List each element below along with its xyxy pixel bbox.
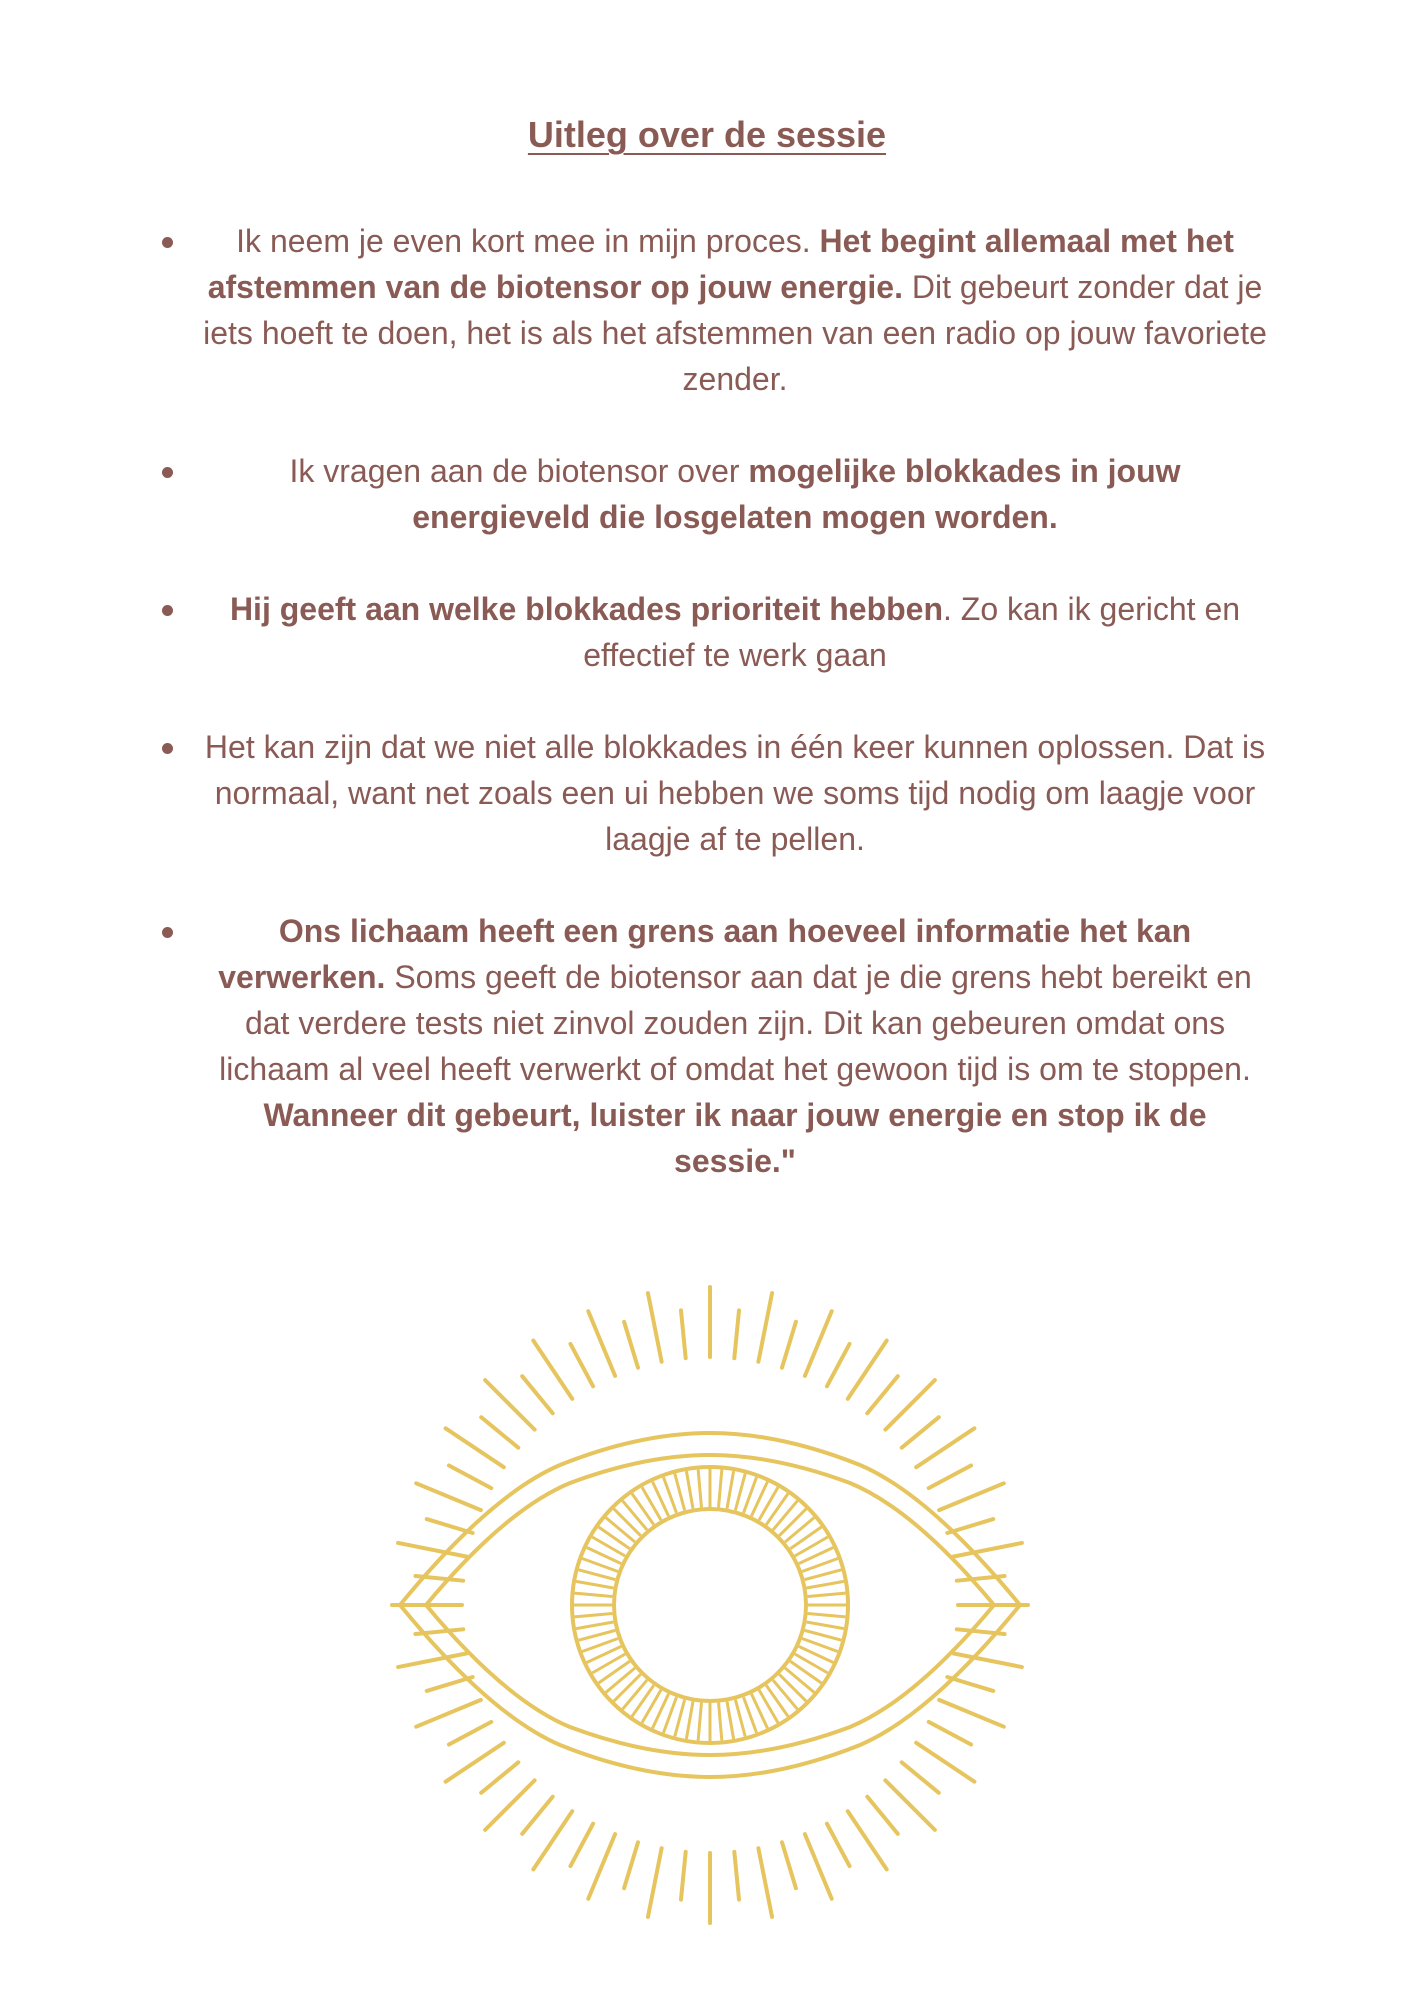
iris-ray: [576, 1581, 613, 1588]
sun-ray: [827, 1344, 850, 1386]
iris-ray: [805, 1630, 842, 1640]
iris-ray: [698, 1703, 701, 1741]
iris-ray: [599, 1661, 630, 1683]
sun-ray: [570, 1344, 593, 1386]
sun-ray: [758, 1848, 772, 1917]
sun-eye-illustration: [390, 1285, 1030, 1925]
sun-ray: [939, 1483, 1004, 1510]
iris-ray: [576, 1622, 613, 1629]
explanation-list: [160, 218, 1270, 1230]
iris-ray: [575, 1614, 613, 1617]
sun-ray: [533, 1811, 572, 1869]
iris-ray: [773, 1680, 797, 1709]
list-item-text: [200, 218, 1270, 402]
sun-ray: [916, 1428, 974, 1467]
sun-ray: [533, 1341, 572, 1399]
sun-ray: [758, 1293, 772, 1362]
list-item-text: [200, 724, 1270, 862]
sun-ray: [902, 1417, 939, 1447]
sun-ray: [398, 1543, 467, 1557]
sun-ray: [648, 1848, 662, 1917]
sun-ray: [953, 1543, 1022, 1557]
iris-ray: [735, 1700, 745, 1737]
bullet-icon: [162, 743, 173, 754]
sun-ray: [485, 1780, 534, 1829]
iris-ray: [790, 1661, 821, 1683]
bullet-icon: [162, 927, 173, 938]
iris-ray: [623, 1680, 647, 1709]
iris-ray: [623, 1501, 647, 1530]
sun-ray: [449, 1722, 491, 1745]
sun-ray: [805, 1834, 832, 1899]
iris-ray: [579, 1630, 616, 1640]
iris-ray: [766, 1685, 788, 1716]
bold-text-run: mogelijke blokkades in jouw energieveld die losgelaten mogen worden.: [412, 453, 1181, 535]
bold-text-run: Ons lichaam heeft een grens aan hoeveel informatie het kan verwerken.: [218, 913, 1192, 995]
sun-ray: [481, 1762, 518, 1792]
iris-ray: [785, 1668, 814, 1692]
iris-ray: [686, 1702, 693, 1739]
sun-ray: [624, 1322, 638, 1368]
iris-ray: [805, 1570, 842, 1580]
sun-ray: [867, 1376, 897, 1413]
list-item: [160, 586, 1270, 678]
iris-ray: [614, 1674, 641, 1701]
iris-ray: [632, 1685, 654, 1716]
sun-ray: [929, 1722, 971, 1745]
text-run: . Zo kan ik gericht en effectief te werk gaan: [583, 591, 1241, 673]
sun-ray: [588, 1311, 615, 1376]
iris-ray: [719, 1703, 722, 1741]
sun-ray: [867, 1797, 897, 1834]
iris-ray: [727, 1471, 734, 1508]
list-item: [160, 724, 1270, 862]
sun-ray: [416, 1483, 481, 1510]
iris-ray: [675, 1474, 685, 1511]
sun-ray: [916, 1743, 974, 1782]
iris-ray: [773, 1501, 797, 1530]
iris-ray: [808, 1614, 846, 1617]
sun-ray: [827, 1824, 850, 1866]
iris-ray: [807, 1581, 844, 1588]
sun-ray: [929, 1465, 971, 1488]
sun-ray: [939, 1700, 1004, 1727]
sun-ray: [681, 1310, 686, 1358]
text-run: Ik vragen aan de biotensor over: [289, 453, 749, 489]
sun-ray: [446, 1428, 504, 1467]
iris-ray: [675, 1700, 685, 1737]
iris-ray: [779, 1674, 806, 1701]
bold-text-run: Het begint allemaal met het afstemmen van de biotensor op jouw energie.: [207, 223, 1234, 305]
iris-ray: [599, 1527, 630, 1549]
sun-ray: [805, 1311, 832, 1376]
sun-ray: [416, 1700, 481, 1727]
bullet-icon: [162, 467, 173, 478]
sun-ray: [782, 1842, 796, 1888]
sun-ray: [398, 1653, 467, 1667]
list-item: [160, 908, 1270, 1184]
iris-ray: [808, 1593, 846, 1596]
sun-ray: [624, 1842, 638, 1888]
bullet-icon: [162, 237, 173, 248]
sun-ray: [446, 1743, 504, 1782]
sun-ray: [848, 1341, 887, 1399]
outer-rays: [392, 1287, 1028, 1923]
sun-ray: [953, 1653, 1022, 1667]
sun-ray: [734, 1852, 739, 1900]
iris-ray: [790, 1527, 821, 1549]
sun-ray: [782, 1322, 796, 1368]
iris-ray: [779, 1509, 806, 1536]
list-item: [160, 448, 1270, 540]
iris-ray: [579, 1570, 616, 1580]
sun-ray: [522, 1797, 552, 1834]
sun-ray: [485, 1380, 534, 1429]
page-title: Uitleg over de sessie: [527, 114, 887, 155]
iris-ray: [606, 1668, 635, 1692]
sun-ray: [522, 1376, 552, 1413]
bold-text-run: Wanneer dit gebeurt, luister ik naar jouw energie en stop ik de sessie.": [263, 1097, 1207, 1179]
bullet-icon: [162, 605, 173, 616]
iris-ray: [735, 1474, 745, 1511]
iris-ray: [807, 1622, 844, 1629]
text-run: Dit gebeurt zonder dat je iets hoeft te doen, het is als het afstemmen van een radio op jouw favoriete zender.: [203, 269, 1267, 397]
sun-ray: [734, 1310, 739, 1358]
sun-ray: [902, 1762, 939, 1792]
list-item-text: [200, 586, 1270, 678]
iris-ray: [632, 1494, 654, 1525]
text-run: Ik neem je even kort mee in mijn proces.: [236, 223, 820, 259]
sun-ray: [449, 1465, 491, 1488]
iris-ray: [719, 1470, 722, 1508]
sun-ray: [481, 1417, 518, 1447]
sun-ray: [681, 1852, 686, 1900]
list-item-text: [200, 448, 1270, 540]
iris-ray: [785, 1518, 814, 1542]
iris-ray: [614, 1509, 641, 1536]
sun-ray: [570, 1824, 593, 1866]
list-item-text: [200, 908, 1270, 1184]
iris-ray: [698, 1470, 701, 1508]
iris-ray: [575, 1593, 613, 1596]
sun-ray: [885, 1380, 934, 1429]
bold-text-run: Hij geeft aan welke blokkades prioriteit hebben: [229, 591, 944, 627]
sun-ray: [848, 1811, 887, 1869]
iris-ray: [766, 1494, 788, 1525]
iris-ray: [727, 1702, 734, 1739]
iris-inner-ring: [614, 1509, 806, 1701]
list-item: [160, 218, 1270, 402]
iris-ray: [686, 1471, 693, 1508]
text-run: Soms geeft de biotensor aan dat je die grens hebt bereikt en dat verdere tests niet zinvol zouden zijn. Dit kan gebeuren omdat ons lichaam al veel heeft verwerkt of omdat het gewoon tijd is om te stoppen.: [219, 959, 1252, 1087]
sun-ray: [885, 1780, 934, 1829]
iris-ray: [606, 1518, 635, 1542]
sun-eye-icon: [390, 1285, 1030, 1925]
sun-ray: [588, 1834, 615, 1899]
sun-ray: [648, 1293, 662, 1362]
text-run: Het kan zijn dat we niet alle blokkades in één keer kunnen oplossen. Dat is normaal, want net zoals een ui hebben we soms tijd nodig om laagje voor laagje af te pellen.: [204, 729, 1266, 857]
